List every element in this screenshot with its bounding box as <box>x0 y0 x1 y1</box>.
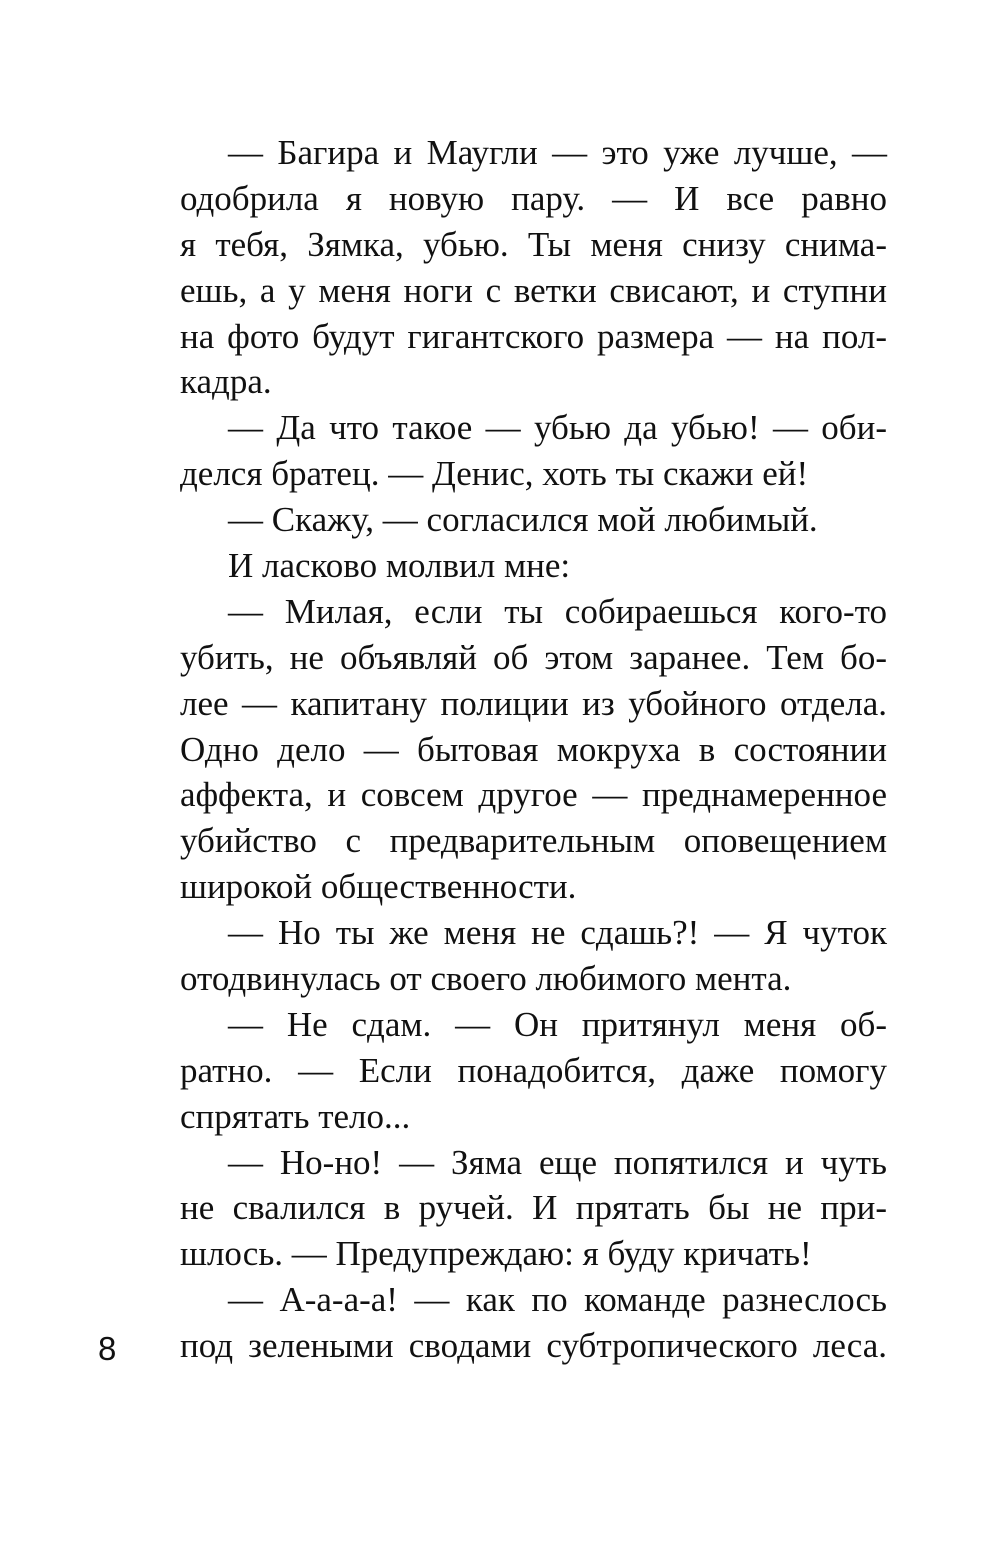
text-line: шлось. — Предупреждаю: я буду кричать! <box>180 1234 812 1274</box>
body-text <box>180 130 887 1369</box>
text-line: под зелеными сводами субтропического леса. <box>180 1326 887 1366</box>
text-line: ешь, а у меня ноги с ветки свисают, и ступни <box>180 270 887 310</box>
text-line: делся братец. — Денис, хоть ты скажи ей! <box>180 454 809 494</box>
text-line: — Багира и Маугли — это уже лучше, — <box>228 133 887 172</box>
text-line: одобрила я новую пару. — И все равно <box>180 178 887 218</box>
text-line: на фото будут гигантского размера — на пол- <box>180 316 887 356</box>
text-line: я тебя, Зямка, убью. Ты меня снизу снима- <box>180 224 887 264</box>
text-line: спрятать тело... <box>180 1096 411 1136</box>
text-line: — Да что такое — убью да убью! — оби- <box>228 408 887 448</box>
page-number: 8 <box>98 1330 117 1367</box>
text-line: — Милая, если ты собираешься кого-то <box>228 591 887 631</box>
text-line: И ласково молвил мне: <box>228 546 571 586</box>
text-line: — А-а-а-а! — как по команде разнеслось <box>228 1280 887 1320</box>
text-line: широкой общественности. <box>180 867 577 907</box>
text-line: кадра. <box>180 362 272 402</box>
text-line: — Но ты же меня не сдашь?! — Я чуток <box>228 913 887 953</box>
text-line: убить, не объявляй об этом заранее. Тем бо- <box>180 637 887 677</box>
text-line: Одно дело — бытовая мокруха в состоянии <box>180 729 887 769</box>
text-line: — Но-но! — Зяма еще попятился и чуть <box>228 1142 887 1182</box>
text-line: — Не сдам. — Он притянул меня об- <box>228 1004 887 1044</box>
text-line: — Скажу, — согласился мой любимый. <box>228 500 818 540</box>
text-line: ратно. — Если понадобится, даже помогу <box>180 1050 887 1090</box>
text-line: отодвинулась от своего любимого мента. <box>180 959 792 999</box>
text-line: убийство с предварительным оповещением <box>180 821 887 861</box>
text-line: не свалился в ручей. И прятать бы не при- <box>180 1188 887 1228</box>
text-line: лее — капитану полиции из убойного отдела. <box>180 683 887 723</box>
text-line: аффекта, и совсем другое — преднамеренное <box>180 775 887 815</box>
